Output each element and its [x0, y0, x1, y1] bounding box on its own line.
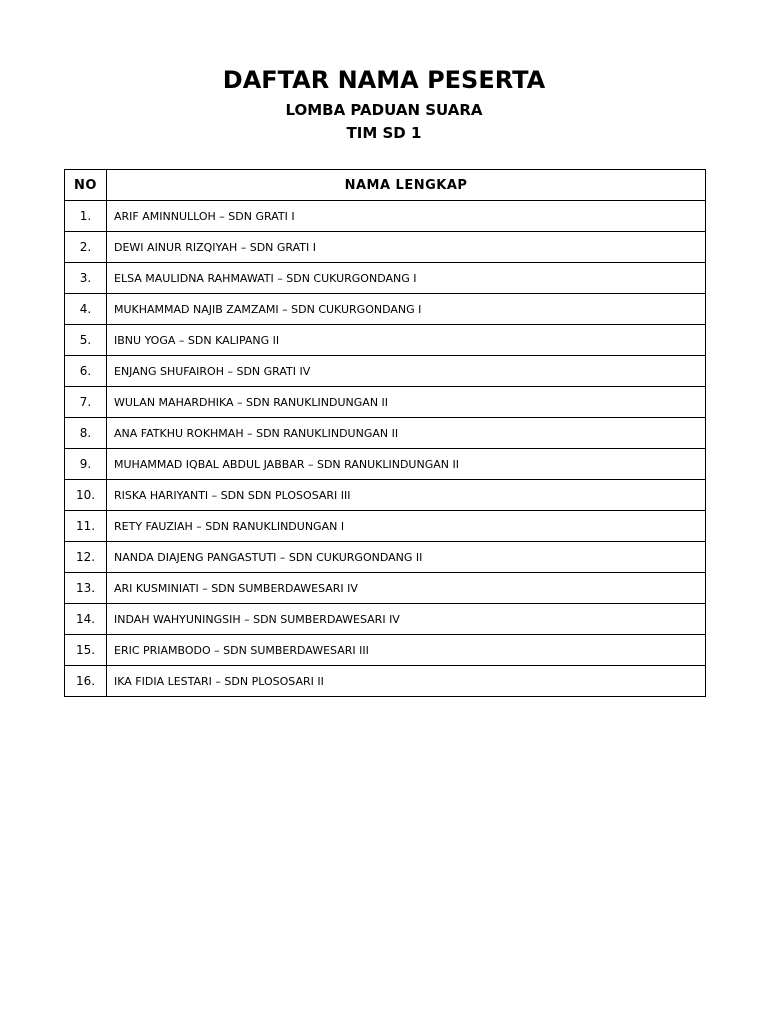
table-row	[65, 542, 706, 573]
header-name: NAMA LENGKAP	[107, 170, 706, 201]
row-number: 15.	[65, 635, 107, 666]
participants-table	[64, 169, 706, 697]
row-number: 13.	[65, 573, 107, 604]
team-label: TIM SD 1	[346, 124, 422, 142]
table-header-row	[65, 170, 706, 201]
table-row	[65, 635, 706, 666]
participant-name: RISKA HARIYANTI – SDN SDN PLOSOSARI III	[107, 480, 706, 511]
table-row	[65, 573, 706, 604]
document-title: DAFTAR NAMA PESERTA	[222, 66, 546, 94]
table-row	[65, 325, 706, 356]
participant-name: MUKHAMMAD NAJIB ZAMZAMI – SDN CUKURGONDANG I	[107, 294, 706, 325]
table-body	[65, 201, 706, 697]
row-number: 9.	[65, 449, 107, 480]
participant-name: WULAN MAHARDHIKA – SDN RANUKLINDUNGAN II	[107, 387, 706, 418]
table-row	[65, 387, 706, 418]
row-number: 4.	[65, 294, 107, 325]
row-number: 10.	[65, 480, 107, 511]
participant-name: IKA FIDIA LESTARI – SDN PLOSOSARI II	[107, 666, 706, 697]
participant-name: RETY FAUZIAH – SDN RANUKLINDUNGAN I	[107, 511, 706, 542]
participant-name: ERIC PRIAMBODO – SDN SUMBERDAWESARI III	[107, 635, 706, 666]
row-number: 5.	[65, 325, 107, 356]
table-row	[65, 480, 706, 511]
participant-name: ARIF AMINNULLOH – SDN GRATI I	[107, 201, 706, 232]
participant-name: MUHAMMAD IQBAL ABDUL JABBAR – SDN RANUKLINDUNGAN II	[107, 449, 706, 480]
row-number: 7.	[65, 387, 107, 418]
participant-name: IBNU YOGA – SDN KALIPANG II	[107, 325, 706, 356]
participant-name: ANA FATKHU ROKHMAH – SDN RANUKLINDUNGAN II	[107, 418, 706, 449]
row-number: 8.	[65, 418, 107, 449]
participant-name: NANDA DIAJENG PANGASTUTI – SDN CUKURGONDANG II	[107, 542, 706, 573]
participant-name: ARI KUSMINIATI – SDN SUMBERDAWESARI IV	[107, 573, 706, 604]
row-number: 2.	[65, 232, 107, 263]
participant-name: INDAH WAHYUNINGSIH – SDN SUMBERDAWESARI IV	[107, 604, 706, 635]
row-number: 6.	[65, 356, 107, 387]
table-row	[65, 294, 706, 325]
table-row	[65, 666, 706, 697]
row-number: 12.	[65, 542, 107, 573]
document-subtitle: LOMBA PADUAN SUARA	[285, 101, 483, 119]
row-number: 14.	[65, 604, 107, 635]
table-row	[65, 232, 706, 263]
row-number: 3.	[65, 263, 107, 294]
table-row	[65, 201, 706, 232]
participant-name: DEWI AINUR RIZQIYAH – SDN GRATI I	[107, 232, 706, 263]
participant-name: ELSA MAULIDNA RAHMAWATI – SDN CUKURGONDANG I	[107, 263, 706, 294]
participant-name: ENJANG SHUFAIROH – SDN GRATI IV	[107, 356, 706, 387]
table-row	[65, 449, 706, 480]
row-number: 1.	[65, 201, 107, 232]
row-number: 16.	[65, 666, 107, 697]
table-row	[65, 418, 706, 449]
table-row	[65, 263, 706, 294]
row-number: 11.	[65, 511, 107, 542]
table-row	[65, 356, 706, 387]
table-row	[65, 604, 706, 635]
table-row	[65, 511, 706, 542]
header-no: NO	[65, 170, 107, 201]
